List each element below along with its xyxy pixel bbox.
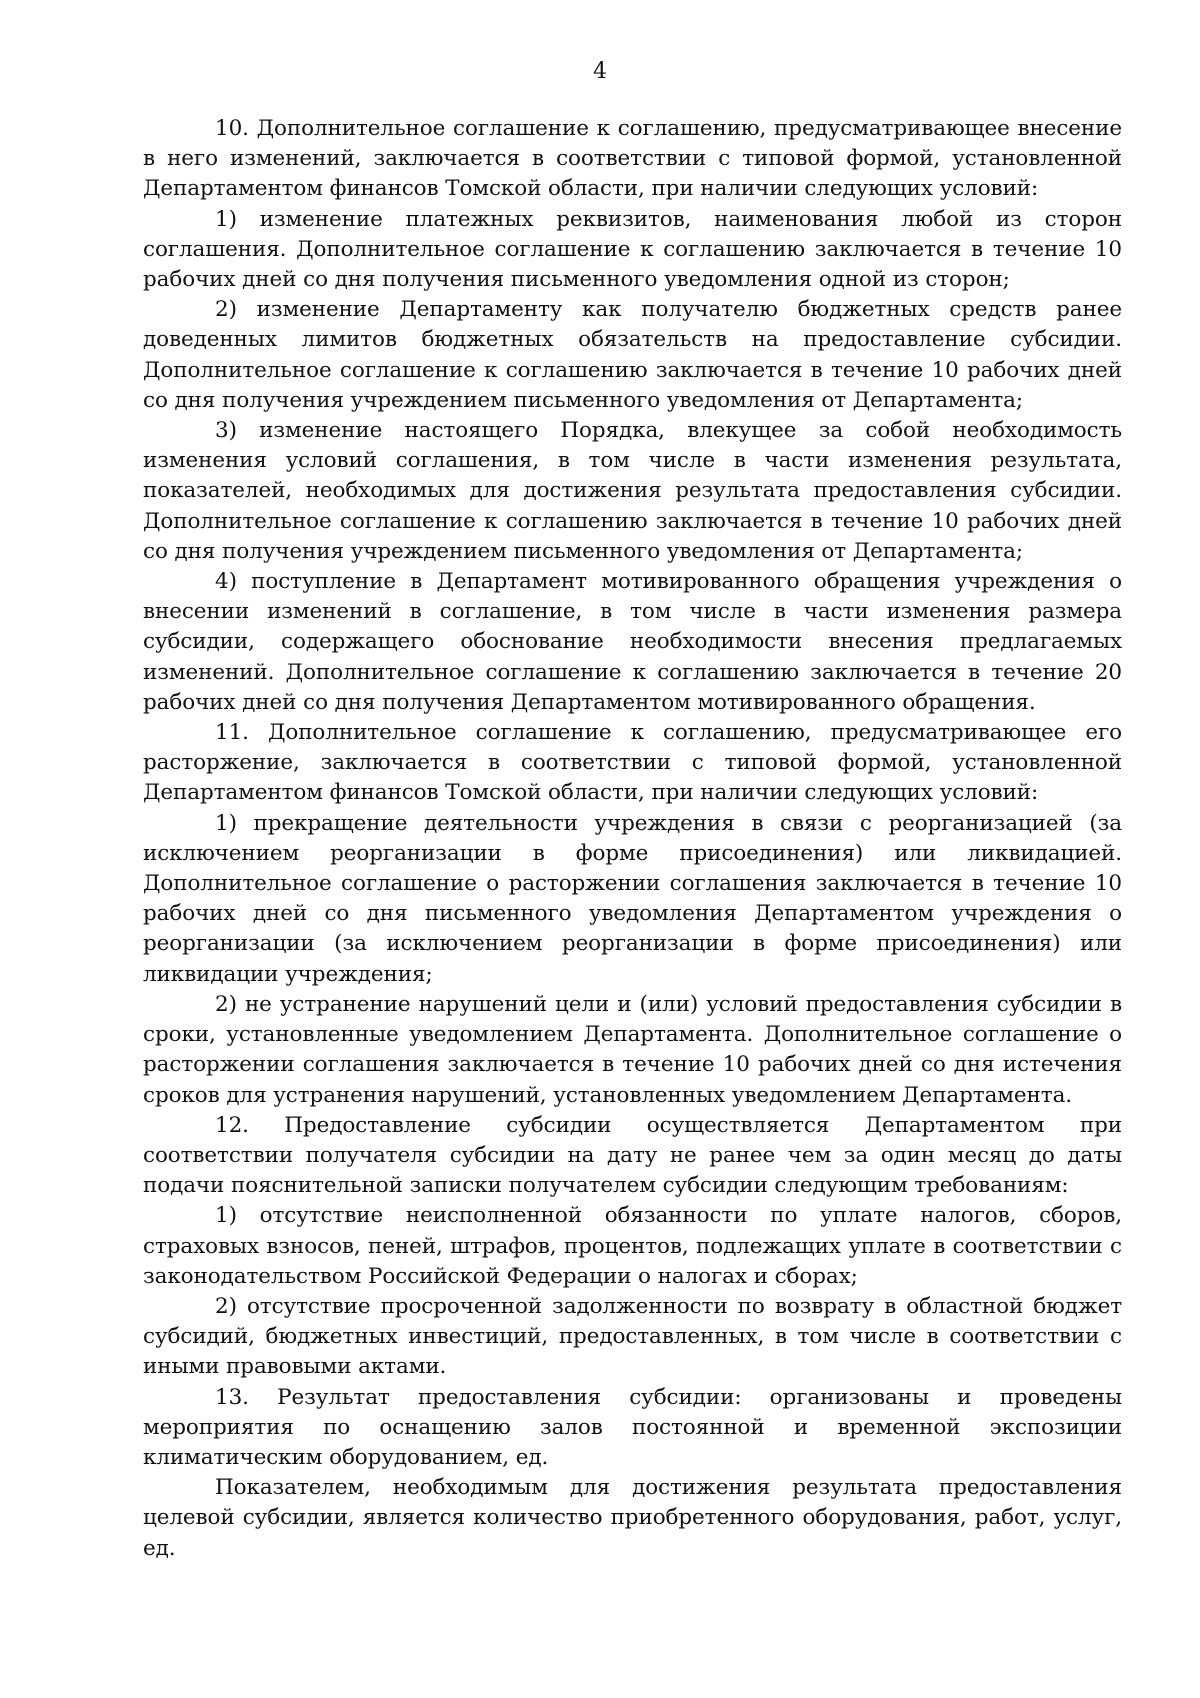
paragraph-10-item-2: 2) изменение Департаменту как получателю бюджетных средств ранее доведенных лимитов бюджетных обязательств на предоставление субсидии. Дополнительное соглашение к соглашению заключается в течение 10 рабочих дней со дня получения учреждением письменного уведомления от Департамента; (143, 297, 1122, 413)
paragraph-indicator: Показателем, необходимым для достижения результата предоставления целевой субсидии, является количество приобретенного оборудования, работ, услуг, ед. (143, 1475, 1122, 1561)
document-body (143, 114, 1122, 1564)
paragraph-10-item-1: 1) изменение платежных реквизитов, наименования любой из сторон соглашения. Дополнительное соглашение к соглашению заключается в течение 10 рабочих дней со дня получения письменного уведомления одной из сторон; (143, 206, 1122, 293)
paragraph-11: 11. Дополнительное соглашение к соглашению, предусматривающее его расторжение, заключается в соответствии с типовой формой, установленной Департаментом финансов Томской области, при наличии следующих условий: (143, 720, 1122, 806)
page-number: 4 (593, 59, 607, 84)
paragraph-13: 13. Результат предоставления субсидии: организованы и проведены мероприятия по оснащению залов постоянной и временной экспозиции климатическим оборудованием, ед. (143, 1384, 1122, 1470)
paragraph-11-item-2: 2) не устранение нарушений цели и (или) условий предоставления субсидии в сроки, установленные уведомлением Департамента. Дополнительное соглашение о расторжении соглашения заключается в течение 10 рабочих дней со дня истечения сроков для устранения нарушений, установленных уведомлением Департамента. (143, 991, 1122, 1108)
paragraph-12-item-2: 2) отсутствие просроченной задолженности по возврату в областной бюджет субсидий, бюджетных инвестиций, предоставленных, в том числе в соответствии с иными правовыми актами. (143, 1293, 1122, 1380)
paragraph-10: 10. Дополнительное соглашение к соглашению, предусматривающее внесение в него изменений, заключается в соответствии с типовой формой, установленной Департаментом финансов Томской области, при наличии следующих условий: (143, 116, 1122, 202)
paragraph-12: 12. Предоставление субсидии осуществляется Департаментом при соответствии получателя субсидии на дату не ранее чем за один месяц до даты подачи пояснительной записки получателем субсидии следующим требованиям: (143, 1112, 1122, 1199)
paragraph-12-item-1: 1) отсутствие неисполненной обязанности по уплате налогов, сборов, страховых взносов, пеней, штрафов, процентов, подлежащих уплате в соответствии с законодательством Российской Федерации о налогах и сборах; (143, 1203, 1122, 1289)
paragraph-11-item-1: 1) прекращение деятельности учреждения в связи с реорганизацией (за исключением реорганизации в форме присоединения) или ликвидацией. Дополнительное соглашение о расторжении соглашения заключается в течение 10 рабочих дней со дня письменного уведомления Департаментом учреждения о реорганизации (за исключением реорганизации в форме присоединения) или ликвидации учреждения; (143, 810, 1122, 987)
paragraph-10-item-3: 3) изменение настоящего Порядка, влекущее за собой необходимость изменения условий соглашения, в том числе в части изменения результата, показателей, необходимых для достижения результата предоставления субсидии. Дополнительное соглашение к соглашению заключается в течение 10 рабочих дней со дня получения учреждением письменного уведомления от Департамента; (143, 418, 1122, 564)
paragraph-10-item-4: 4) поступление в Департамент мотивированного обращения учреждения о внесении изменений в соглашение, в том числе в части изменения размера субсидии, содержащего обоснование необходимости внесения предлагаемых изменений. Дополнительное соглашение к соглашению заключается в течение 20 рабочих дней со дня получения Департаментом мотивированного обращения. (143, 569, 1122, 715)
